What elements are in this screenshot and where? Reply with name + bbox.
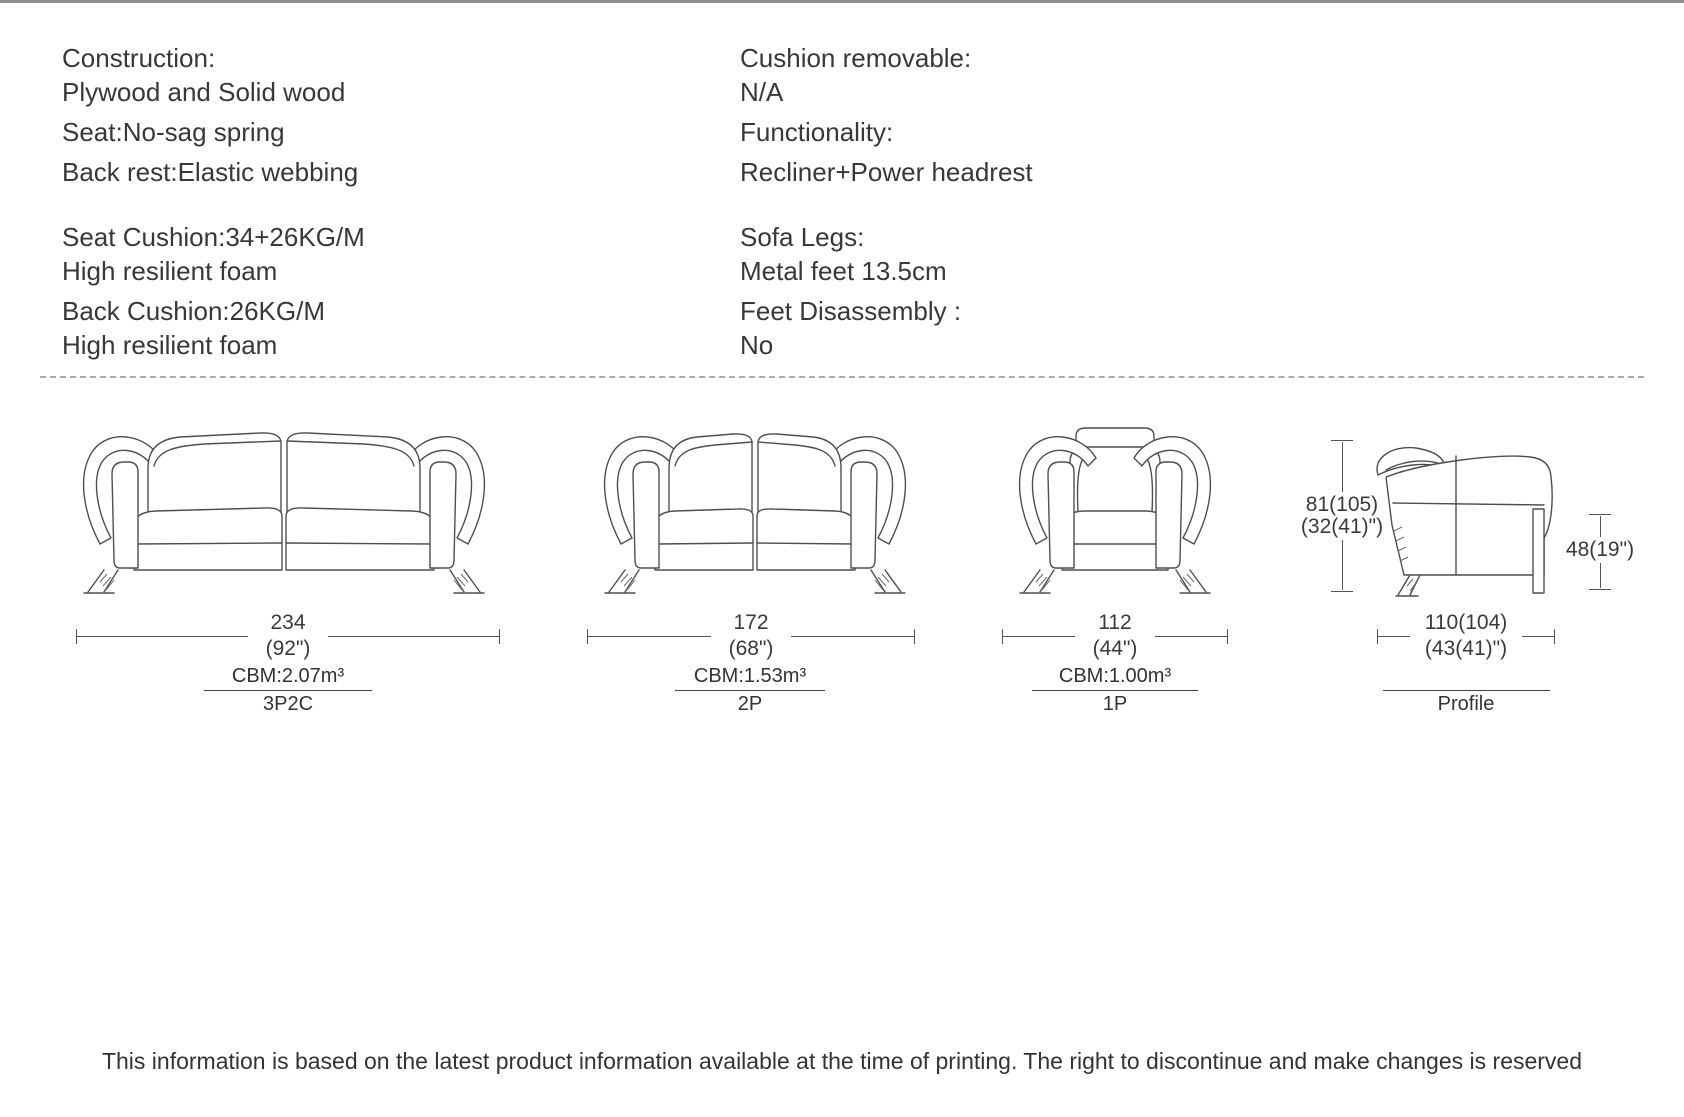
section-divider-dashed (40, 376, 1644, 378)
seat-height-value: 48(19") (1565, 538, 1635, 561)
unit-label-3p2c (188, 664, 388, 715)
height-inches: (32(41)") (1300, 515, 1384, 538)
dimension-tick (1589, 514, 1611, 515)
cbm-value (1366, 664, 1566, 688)
spec-line-functionality-value: Recliner+Power headrest (740, 157, 1033, 187)
width-dimension-2p (587, 612, 915, 662)
unit-name: 2P (737, 693, 763, 715)
unit-label-profile (1366, 664, 1566, 715)
sofa-3p2c-drawing (64, 422, 504, 597)
width-dimension-1p (1002, 612, 1228, 662)
dimension-inches: (68") (728, 637, 774, 660)
width-dimension-profile (1377, 612, 1555, 662)
cbm-value: CBM:1.53m³ (693, 665, 807, 687)
spec-line-construction-title: Construction: (62, 43, 216, 73)
spec-line-seat: Seat:No-sag spring (62, 117, 285, 147)
unit-label-1p (1015, 664, 1215, 715)
seat-height-dimension-profile (1546, 514, 1654, 590)
spec-line-feet-disassembly-title: Feet Disassembly : (740, 296, 962, 326)
spec-line-seat-cushion: Seat Cushion:34+26KG/M (62, 222, 365, 252)
spec-line-construction-value: Plywood and Solid wood (62, 77, 346, 107)
sofa-1p-drawing (1000, 420, 1230, 597)
dimension-value: 112 (1098, 611, 1132, 634)
dimension-tick (1331, 591, 1353, 592)
dimension-value: 172 (733, 611, 769, 634)
cbm-value: CBM:1.00m³ (1058, 665, 1172, 687)
spec-line-cushion-removable-title: Cushion removable: (740, 43, 972, 73)
spec-line-sofa-legs-value: Metal feet 13.5cm (740, 256, 947, 286)
dimension-inches: (92") (265, 637, 311, 660)
spec-line-backrest: Back rest:Elastic webbing (62, 157, 359, 187)
spec-line-feet-disassembly-value: No (740, 330, 774, 360)
spec-line-back-cushion: Back Cushion:26KG/M (62, 296, 326, 326)
unit-name: 1P (1102, 693, 1128, 715)
top-border-line (0, 0, 1684, 3)
dimension-inches: (43(41)") (1424, 637, 1508, 660)
dimension-tick (1589, 589, 1611, 590)
spec-column-left (62, 41, 365, 362)
spec-line-seat-cushion-foam: High resilient foam (62, 256, 278, 286)
dimension-value: 234 (270, 611, 306, 634)
unit-label-2p (650, 664, 850, 715)
dimension-tick (1331, 440, 1353, 441)
spec-column-right (740, 41, 1033, 362)
dimension-inches: (44") (1092, 637, 1138, 660)
dimension-value: 110(104) (1424, 611, 1508, 634)
spec-line-cushion-removable-value: N/A (740, 77, 784, 107)
footer-disclaimer: This information is based on the latest product information available at the time of printing. The right to discontinue and make changes is reserved (101, 1048, 1583, 1074)
unit-name: 3P2C (262, 693, 314, 715)
width-dimension-3p2c (76, 612, 500, 662)
unit-name: Profile (1437, 693, 1495, 715)
height-value: 81(105) (1305, 493, 1379, 516)
sofa-2p-drawing (585, 422, 925, 597)
spec-line-back-cushion-foam: High resilient foam (62, 330, 278, 360)
height-dimension-profile (1281, 440, 1403, 592)
spec-line-functionality-title: Functionality: (740, 117, 894, 147)
cbm-value: CBM:2.07m³ (231, 665, 345, 687)
spec-line-sofa-legs-title: Sofa Legs: (740, 222, 865, 252)
